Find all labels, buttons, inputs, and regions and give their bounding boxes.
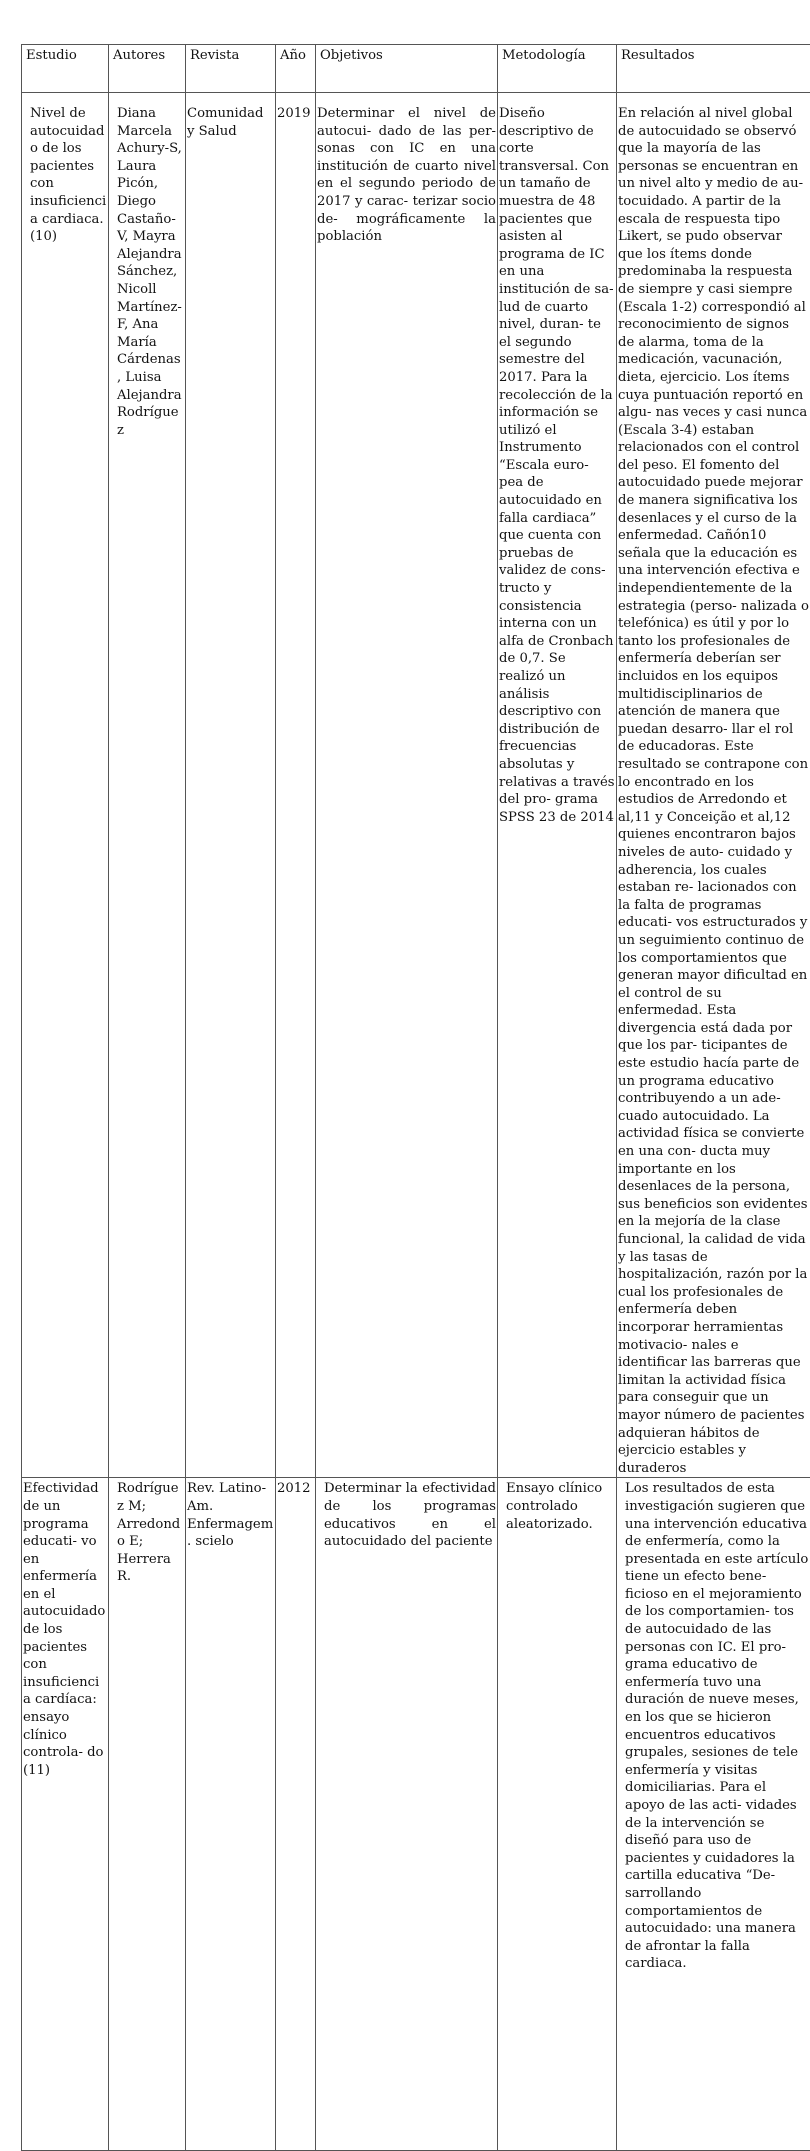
header-metodologia: Metodología — [498, 45, 617, 93]
cell-estudio: Nivel de autocuidado de los pacientes con insuficiencia cardiaca. (10) — [22, 93, 109, 1478]
table-row — [22, 1478, 810, 2151]
cell-resultados: En relación al nivel global de autocuidado se observó que la mayoría de las personas se encuentran en un nivel alto y medio de au- tocuidado. A partir de la escala de respuesta tipo Likert, se pudo observar que los ítems donde predominaba la respuesta de siempre y casi siempre (Escala 1-2) correspondió al reconocimiento de signos de alarma, toma de la medicación, vacunación, dieta, ejercicio. Los ítems cuya puntuación reportó en algu- nas veces y casi nunca (Escala 3-4) estaban relacionados con el control del peso. El fomento del autocuidado puede mejorar de manera significativa los desenlaces y el curso de la enfermedad. Cañón10 señala que la educación es una intervención efectiva e independientemente de la estrategia (perso- nalizada o telefónica) es útil y por lo tanto los profesionales de enfermería deberían ser incluidos en los equipos multidisciplinarios de atención de manera que puedan desarro- llar el rol de educadoras. Este resultado se contrapone con lo encontrado en los estudios de Arredondo et al,11 y Conceição et al,12 quienes encontraron bajos niveles de auto- cuidado y adherencia, los cuales estaban re- lacionados con la falta de programas educati- vos estructurados y un seguimiento continuo de los comportamientos que generan mayor dificultad en el control de su enfermedad. Esta divergencia está dada por que los par- ticipantes de este estudio hacía parte de un programa educativo contribuyendo a un ade- cuado autocuidado. La actividad física se convierte en una con- ducta muy importante en los desenlaces de la persona, sus beneficios son evidentes en la mejoría de la clase funcional, la calidad de vida y las tasas de hospitalización, razón por la cual los profesionales de enfermería deben incorporar herramientas motivacio- nales e identificar las barreras que limitan la actividad física para conseguir que un mayor número de pacientes adquieran hábitos de ejercicio estables y duraderos — [617, 93, 810, 1478]
cell-autores: Rodríguez M; Arredondo E; Herrera R. — [109, 1478, 186, 2151]
header-revista: Revista — [186, 45, 276, 93]
cell-revista: Comunidad y Salud — [186, 93, 276, 1478]
cell-objetivos: Determinar la efectividad de los programas educativos en el autocuidado del paciente — [316, 1478, 498, 2151]
table-row — [22, 93, 810, 1478]
cell-estudio: Efectividad de un programa educati- vo en enfermería en el autocuidado de los pacientes con insuficiencia cardíaca: ensayo clínico controla- do (11) — [22, 1478, 109, 2151]
header-objetivos: Objetivos — [316, 45, 498, 93]
cell-autores: Diana Marcela Achury-S, Laura Picón, Diego Castaño- V, Mayra Alejandra Sánchez, Nicoll Martínez- F, Ana María Cárdenas, Luisa Alejandra Rodríguez — [109, 93, 186, 1478]
header-resultados: Resultados — [617, 45, 810, 93]
header-estudio: Estudio — [22, 45, 109, 93]
cell-metodologia: Ensayo clínico controlado aleatorizado. — [498, 1478, 617, 2151]
cell-objetivos: Determinar el nivel de autocui- dado de las per- sonas con IC en una institución de cuarto nivel en el segundo periodo de 2017 y carac- terizar socio de- mográficamente la población — [316, 93, 498, 1478]
cell-metodologia: Diseño descriptivo de corte transversal. Con un tamaño de muestra de 48 pacientes que asisten al programa de IC en una institución de sa- lud de cuarto nivel, duran- te el segundo semestre del 2017. Para la recolección de la información se utilizó el Instrumento “Escala euro- pea de autocuidado en falla cardiaca” que cuenta con pruebas de validez de cons- tructo y consistencia interna con un alfa de Cronbach de 0,7. Se realizó un análisis descriptivo con distribución de frecuencias absolutas y relativas a través del pro- grama SPSS 23 de 2014 — [498, 93, 617, 1478]
table-header-row — [22, 45, 810, 93]
studies-table — [21, 44, 810, 2151]
cell-revista: Rev. Latino- Am. Enfermagem. scielo — [186, 1478, 276, 2151]
cell-anio: 2019 — [276, 93, 316, 1478]
header-anio: Año — [276, 45, 316, 93]
header-autores: Autores — [109, 45, 186, 93]
cell-resultados: Los resultados de esta investigación sugieren que una intervención educativa de enfermería, como la presentada en este artículo tiene un efecto bene- ficioso en el mejoramiento de los comportamien- tos de autocuidado de las personas con IC. El pro- grama educativo de enfermería tuvo una duración de nueve meses, en los que se hicieron encuentros educativos grupales, sesiones de tele enfermería y visitas domiciliarias. Para el apoyo de las acti- vidades de la intervención se diseñó para uso de pacientes y cuidadores la cartilla educativa “De- sarrollando comportamientos de autocuidado: una manera de afrontar la falla cardiaca. — [617, 1478, 810, 2151]
cell-anio: 2012 — [276, 1478, 316, 2151]
